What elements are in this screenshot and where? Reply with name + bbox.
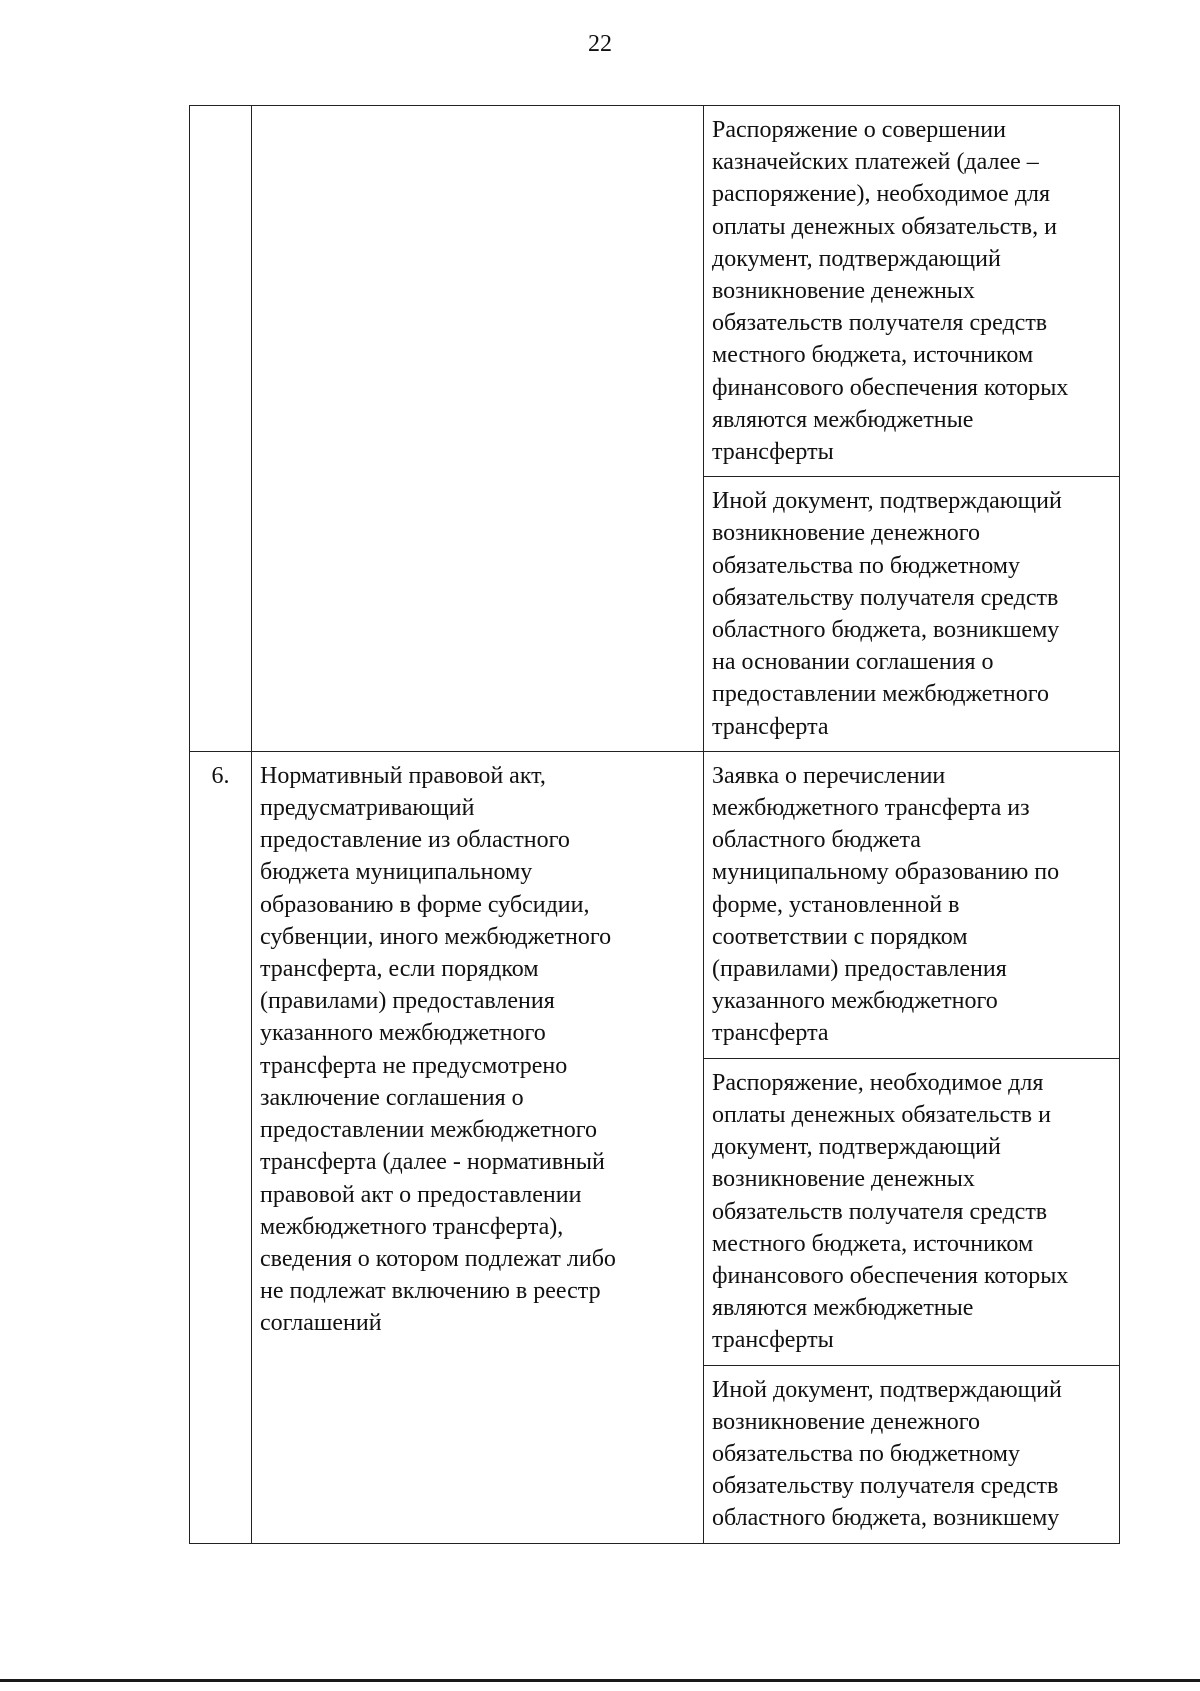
basis-line: Нормативный правовой акт, [260, 762, 546, 789]
document-line: форме, установленной в [712, 891, 960, 918]
document-line: местного бюджета, источником [712, 1230, 1034, 1257]
document-line: финансового обеспечения которых [712, 1262, 1069, 1289]
document-line: документ, подтверждающий [712, 1134, 1001, 1161]
document-line: местного бюджета, источником [712, 342, 1034, 369]
basis-line: трансферта, если порядком [260, 956, 539, 983]
document-cell [704, 106, 1120, 477]
document-line: Иной документ, подтверждающий [712, 488, 1062, 515]
document-line: муниципальному образованию по [712, 859, 1060, 886]
basis-line: указанного межбюджетного [260, 1020, 546, 1047]
basis-line: (правилами) предоставления [260, 988, 555, 1015]
document-line: обязательству получателя средств [712, 584, 1059, 611]
document-cell [704, 477, 1120, 752]
table-body [190, 106, 1120, 1544]
document-line: Распоряжение, необходимое для [712, 1069, 1044, 1096]
document-line: указанного межбюджетного [712, 988, 998, 1015]
row-number-cell [190, 106, 252, 752]
row-number: 6. [211, 762, 230, 789]
document-line: возникновение денежного [712, 520, 981, 547]
basis-line: правовой акт о предоставлении [260, 1181, 582, 1208]
document-line: областного бюджета [712, 827, 921, 854]
basis-cell [252, 751, 704, 1543]
document-line: распоряжение), необходимое для [712, 181, 1051, 208]
document-line: областного бюджета, возникшему [712, 617, 1060, 644]
document-line: соответствии с порядком [712, 923, 968, 950]
table-row [190, 106, 1120, 477]
document-line: оплаты денежных обязательств и [712, 1101, 1051, 1128]
document-line: трансферты [712, 1327, 834, 1354]
document-line: оплаты денежных обязательств, и [712, 213, 1057, 240]
document-line: межбюджетного трансферта из [712, 795, 1030, 822]
basis-line: субвенции, иного межбюджетного [260, 923, 612, 950]
table-row [190, 751, 1120, 1058]
document-line: обязательства по бюджетному [712, 1440, 1020, 1467]
basis-line: предоставлении межбюджетного [260, 1117, 597, 1144]
document-line: трансферта [712, 713, 829, 740]
document-line: Распоряжение о совершении [712, 117, 1006, 143]
basis-line: межбюджетного трансферта), [260, 1213, 564, 1240]
basis-line: предоставление из областного [260, 827, 570, 854]
document-line: трансферты [712, 439, 834, 466]
document-line: возникновение денежных [712, 1166, 975, 1193]
document-line: (правилами) предоставления [712, 956, 1007, 983]
basis-line: предусматривающий [260, 795, 475, 822]
basis-line: заключение соглашения о [260, 1084, 524, 1111]
row-number-cell [190, 751, 252, 1543]
basis-line: образованию в форме субсидии, [260, 891, 590, 918]
document-line: Иной документ, подтверждающий [712, 1376, 1062, 1403]
document-line: трансферта [712, 1020, 829, 1047]
document-line: финансового обеспечения которых [712, 374, 1069, 401]
basis-line: сведения о котором подлежат либо [260, 1245, 616, 1272]
basis-line: трансферта не предусмотрено [260, 1052, 568, 1079]
footer-rule [0, 1679, 1200, 1682]
document-cell [704, 751, 1120, 1058]
document-line: предоставлении межбюджетного [712, 681, 1049, 708]
basis-cell [252, 106, 704, 752]
document-line: являются межбюджетные [712, 1295, 974, 1322]
document-cell [704, 1365, 1120, 1543]
document-line: областного бюджета, возникшему [712, 1505, 1060, 1532]
document-line: обязательств получателя средств [712, 1198, 1048, 1225]
document-line: возникновение денежных [712, 278, 975, 305]
basis-line: трансферта (далее - нормативный [260, 1149, 605, 1176]
document-line: обязательству получателя средств [712, 1473, 1059, 1500]
documents-table [189, 105, 1120, 1544]
document-line: возникновение денежного [712, 1408, 981, 1435]
document-line: Заявка о перечислении [712, 762, 946, 789]
basis-line: не подлежат включению в реестр [260, 1278, 601, 1305]
document-line: на основании соглашения о [712, 649, 994, 676]
basis-line: бюджета муниципальному [260, 859, 533, 886]
document-line: обязательства по бюджетному [712, 552, 1020, 579]
document-line: документ, подтверждающий [712, 245, 1001, 272]
basis-line: соглашений [260, 1310, 382, 1337]
document-cell [704, 1058, 1120, 1365]
document-line: обязательств получателя средств [712, 310, 1048, 337]
document-line: являются межбюджетные [712, 406, 974, 433]
page-number: 22 [588, 31, 612, 57]
document-line: казначейских платежей (далее – [712, 149, 1039, 176]
